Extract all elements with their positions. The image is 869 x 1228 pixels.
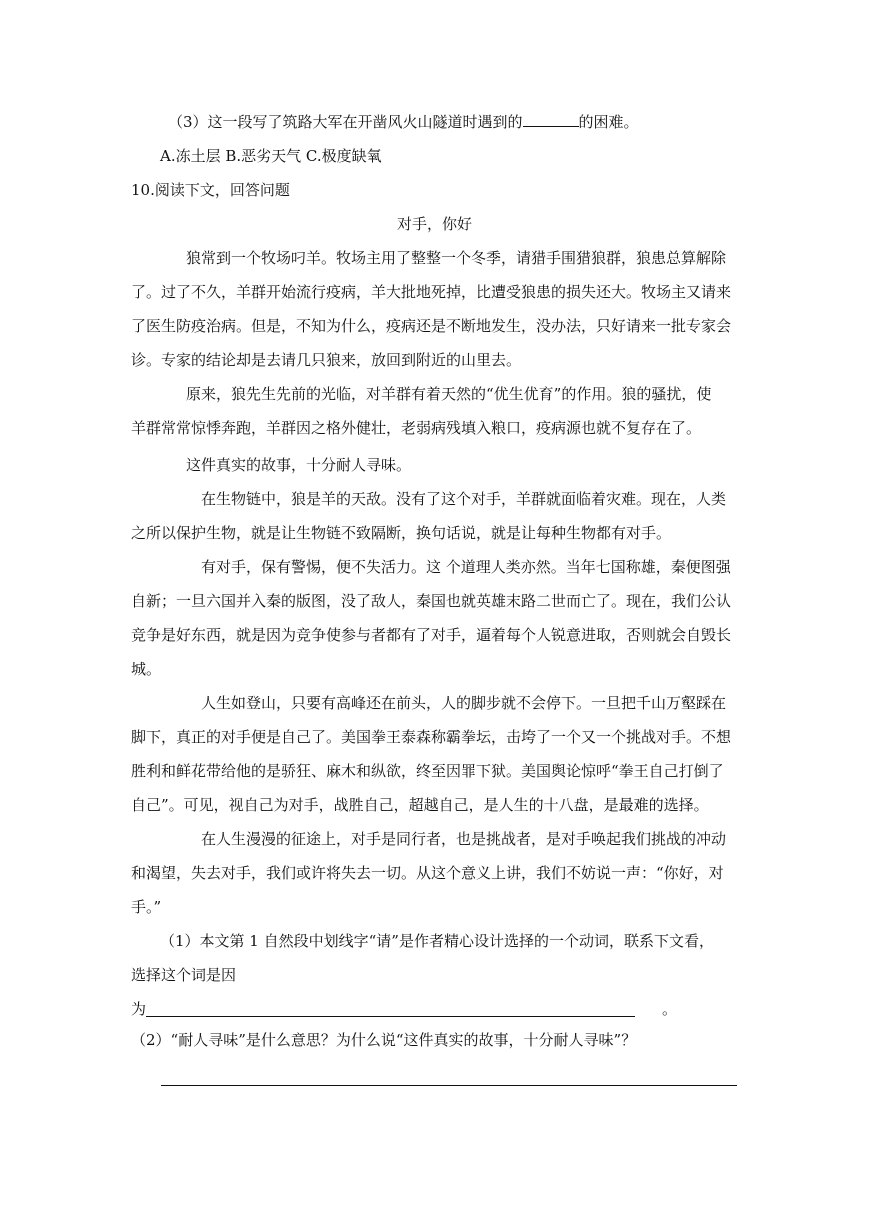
passage-line: 狼常到一个牧场叼羊。牧场主用了整整一个冬季，请猎手围猎狼群，狼患总算解除 <box>186 249 727 267</box>
q10-heading: 10.阅读下文，回答问题 <box>131 181 290 199</box>
passage-line: 和渴望，失去对手，我们或许将失去一切。从这个意义上讲，我们不妨说一声：“你好，对 <box>131 864 724 882</box>
passage-line: 了。过了不久，羊群开始流行疫病，羊大批地死掉，比遭受狼患的损失还大。牧场主又请来 <box>131 283 732 301</box>
passage-line: 竞争是好东西，就是因为竞争使参与者都有了对手，逼着每个人锐意进取，否则就会自毁长 <box>131 626 732 644</box>
passage-line: 在生物链中，狼是羊的天敌。没有了这个对手，羊群就面临着灾难。现在，人类 <box>201 490 727 508</box>
sub-question-1-answer-line[interactable] <box>146 1016 635 1017</box>
sub-question-2-answer-line[interactable] <box>161 1085 737 1086</box>
sub-question-1-cont: 选择这个词是因 <box>131 966 237 984</box>
q3-text-before: （3）这一段写了筑路大军在开凿风火山隧道时遇到的 <box>168 113 523 131</box>
q3-answer-blank[interactable] <box>523 112 579 127</box>
passage-title: 对手，你好 <box>396 215 472 233</box>
q3-question <box>168 112 639 132</box>
passage-line: 城。 <box>131 660 162 678</box>
q3-text-after: 的困难。 <box>578 113 639 131</box>
passage-line: 有对手，保有警惕，便不失活力。这 个道理人类亦然。当年七国称雄，秦便图强 <box>201 558 731 576</box>
passage-line: 羊群常常惊悸奔跑，羊群因之格外健壮，老弱病残填入粮口，疫病源也就不复存在了。 <box>131 419 702 437</box>
passage-line: 了医生防疫治病。但是，不知为什么，疫病还是不断地发生，没办法，只好请来一批专家会 <box>131 317 732 335</box>
sub-question-1-prefix: 为 <box>131 1000 147 1018</box>
passage-line: 胜利和鲜花带给他的是骄狂、麻木和纵欲，终至因罪下狱。美国舆论惊呼“拳王自己打倒了 <box>131 762 724 780</box>
passage-line: 脚下，真正的对手便是自己了。美国拳王泰森称霸拳坛，击垮了一个又一个挑战对手。不想 <box>131 728 732 746</box>
passage-line: 之所以保护生物，就是让生物链不致隔断，换句话说，就是让每种生物都有对手。 <box>131 524 672 542</box>
passage-line: 自己”。可见，视自己为对手，战胜自己，超越自己，是人生的十八盘，是最难的选择。 <box>131 796 709 814</box>
passage-line: 在人生漫漫的征途上，对手是同行者，也是挑战者，是对手唤起我们挑战的冲动 <box>201 830 727 848</box>
passage-line: 这件真实的故事，十分耐人寻味。 <box>186 456 412 474</box>
q3-options: A.冻土层 B.恶劣天气 C.极度缺氧 <box>160 147 382 165</box>
passage-line: 自新；一旦六国并入秦的版图，没了敌人，秦国也就英雄末路二世而亡了。现在，我们公认 <box>131 592 732 610</box>
passage-line: 手。” <box>131 898 162 916</box>
passage-line: 诊。专家的结论却是去请几只狼来，放回到附近的山里去。 <box>131 351 522 369</box>
passage-line: 原来，狼先生先前的光临，对羊群有着天然的“优生优育”的作用。狼的骚扰，使 <box>186 385 712 403</box>
sub-question-1: （1）本文第 1 自然段中划线字“请”是作者精心设计选择的一个动词，联系下文看， <box>160 932 714 950</box>
sub-question-2: （2）“耐人寻味”是什么意思？为什么说“这件真实的故事，十分耐人寻味”？ <box>131 1031 637 1049</box>
sub-question-1-end: 。 <box>662 1000 678 1018</box>
passage-line: 人生如登山，只要有高峰还在前头，人的脚步就不会停下。一旦把千山万壑踩在 <box>201 694 727 712</box>
